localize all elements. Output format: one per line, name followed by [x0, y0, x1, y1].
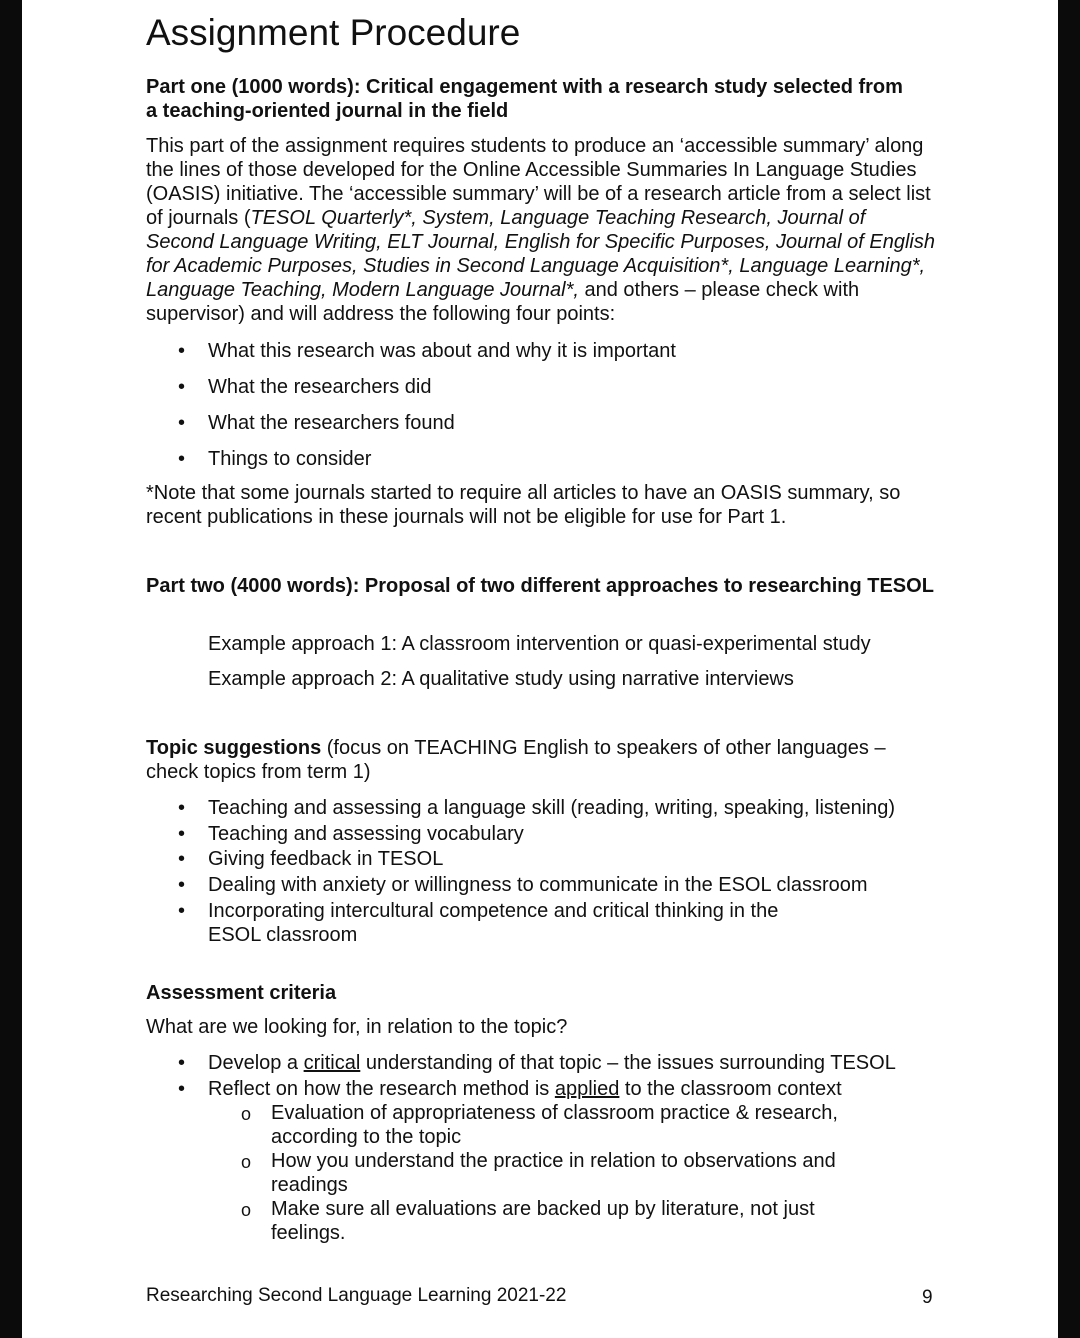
list-item: • Incorporating intercultural competence and critical thinking in the ESOL classroom	[178, 899, 779, 946]
list-item: • Dealing with anxiety or willingness to communicate in the ESOL classroom	[178, 874, 868, 897]
part-one-paragraph	[146, 134, 936, 326]
list-item: • What the researchers found	[178, 412, 455, 434]
criteria-list	[146, 1051, 946, 1101]
bullet-icon: •	[178, 822, 186, 845]
list-item: • What this research was about and why it is important	[178, 340, 676, 362]
circle-bullet-icon: o	[241, 1152, 252, 1172]
topic-suggestions-intro: Topic suggestions (focus on TEACHING English to speakers of other languages – check topics from term 1)	[146, 737, 886, 783]
topic-list	[146, 796, 946, 947]
bullet-icon: •	[178, 848, 186, 871]
bullet-icon: •	[178, 340, 186, 362]
list-item: • Giving feedback in TESOL	[178, 848, 444, 871]
circle-bullet-icon: o	[241, 1200, 252, 1220]
document-page	[22, 0, 1058, 1338]
sub-list-item: o How you understand the practice in relation to observations and readings	[241, 1150, 836, 1196]
bullet-icon: •	[178, 448, 186, 470]
sub-list-item: o Make sure all evaluations are backed up by literature, not just feelings.	[241, 1198, 815, 1244]
footer-course-title: Researching Second Language Learning 2021-22	[146, 1285, 567, 1306]
example-approach-1: Example approach 1: A classroom intervention or quasi-experimental study	[208, 633, 871, 655]
list-item: • Develop a critical understanding of that topic – the issues surrounding TESOL	[178, 1052, 896, 1074]
circle-bullet-icon: o	[241, 1104, 252, 1124]
journal-list: TESOL Quarterly*, System, Language Teaching Research, Journal of Second Language Writing, ELT Journal, English for Specific Purposes, Journal of English for Academic Purposes, Studies in Second Language Acquisition*, Language Learning*, Language Teaching, Modern Language Journal*,	[146, 207, 935, 301]
assessment-criteria-question: What are we looking for, in relation to the topic?	[146, 1016, 568, 1038]
bullet-icon: •	[178, 874, 186, 897]
page-number: 9	[922, 1287, 933, 1308]
list-item: • Teaching and assessing vocabulary	[178, 822, 524, 845]
topic-suggestions-heading: Topic suggestions	[146, 737, 322, 759]
assessment-criteria-heading: Assessment criteria	[146, 982, 337, 1004]
page-title: Assignment Procedure	[146, 12, 521, 53]
bullet-icon: •	[178, 412, 186, 434]
bullet-icon: •	[178, 376, 186, 398]
criteria-sublist	[146, 1101, 876, 1245]
list-item: • Things to consider	[178, 448, 372, 470]
part-one-note: *Note that some journals started to require all articles to have an OASIS summary, so recent publications in these journals will not be eligible for use for Part 1.	[146, 482, 901, 528]
part-two-heading: Part two (4000 words): Proposal of two different approaches to researching TESOL	[146, 575, 934, 597]
part-one-heading: Part one (1000 words): Critical engagement with a research study selected from a teaching-oriented journal in the field	[146, 76, 903, 122]
list-item: • What the researchers did	[178, 376, 432, 398]
part-one-paragraph-tail: and others – please check with supervisor) and will address the following four points:	[146, 279, 860, 325]
list-item: • Reflect on how the research method is applied to the classroom context	[178, 1078, 842, 1100]
bullet-icon: •	[178, 1078, 186, 1100]
part-one-paragraph-lead: This part of the assignment requires students to produce an ‘accessible summary’ along the lines of those developed for the Online Accessible Summaries In Language Studies (OASIS) initiative. The ‘accessible summary’ will be of a research article from a select list of journals (	[146, 135, 931, 229]
bullet-icon: •	[178, 797, 186, 819]
sub-list-item: o Evaluation of appropriateness of classroom practice & research, according to the topic	[241, 1102, 838, 1148]
bullet-icon: •	[178, 899, 186, 922]
part-one-points	[146, 339, 936, 471]
list-item: • Teaching and assessing a language skill (reading, writing, speaking, listening)	[178, 797, 896, 819]
bullet-icon: •	[178, 1052, 186, 1074]
example-approach-2: Example approach 2: A qualitative study using narrative interviews	[208, 668, 794, 690]
